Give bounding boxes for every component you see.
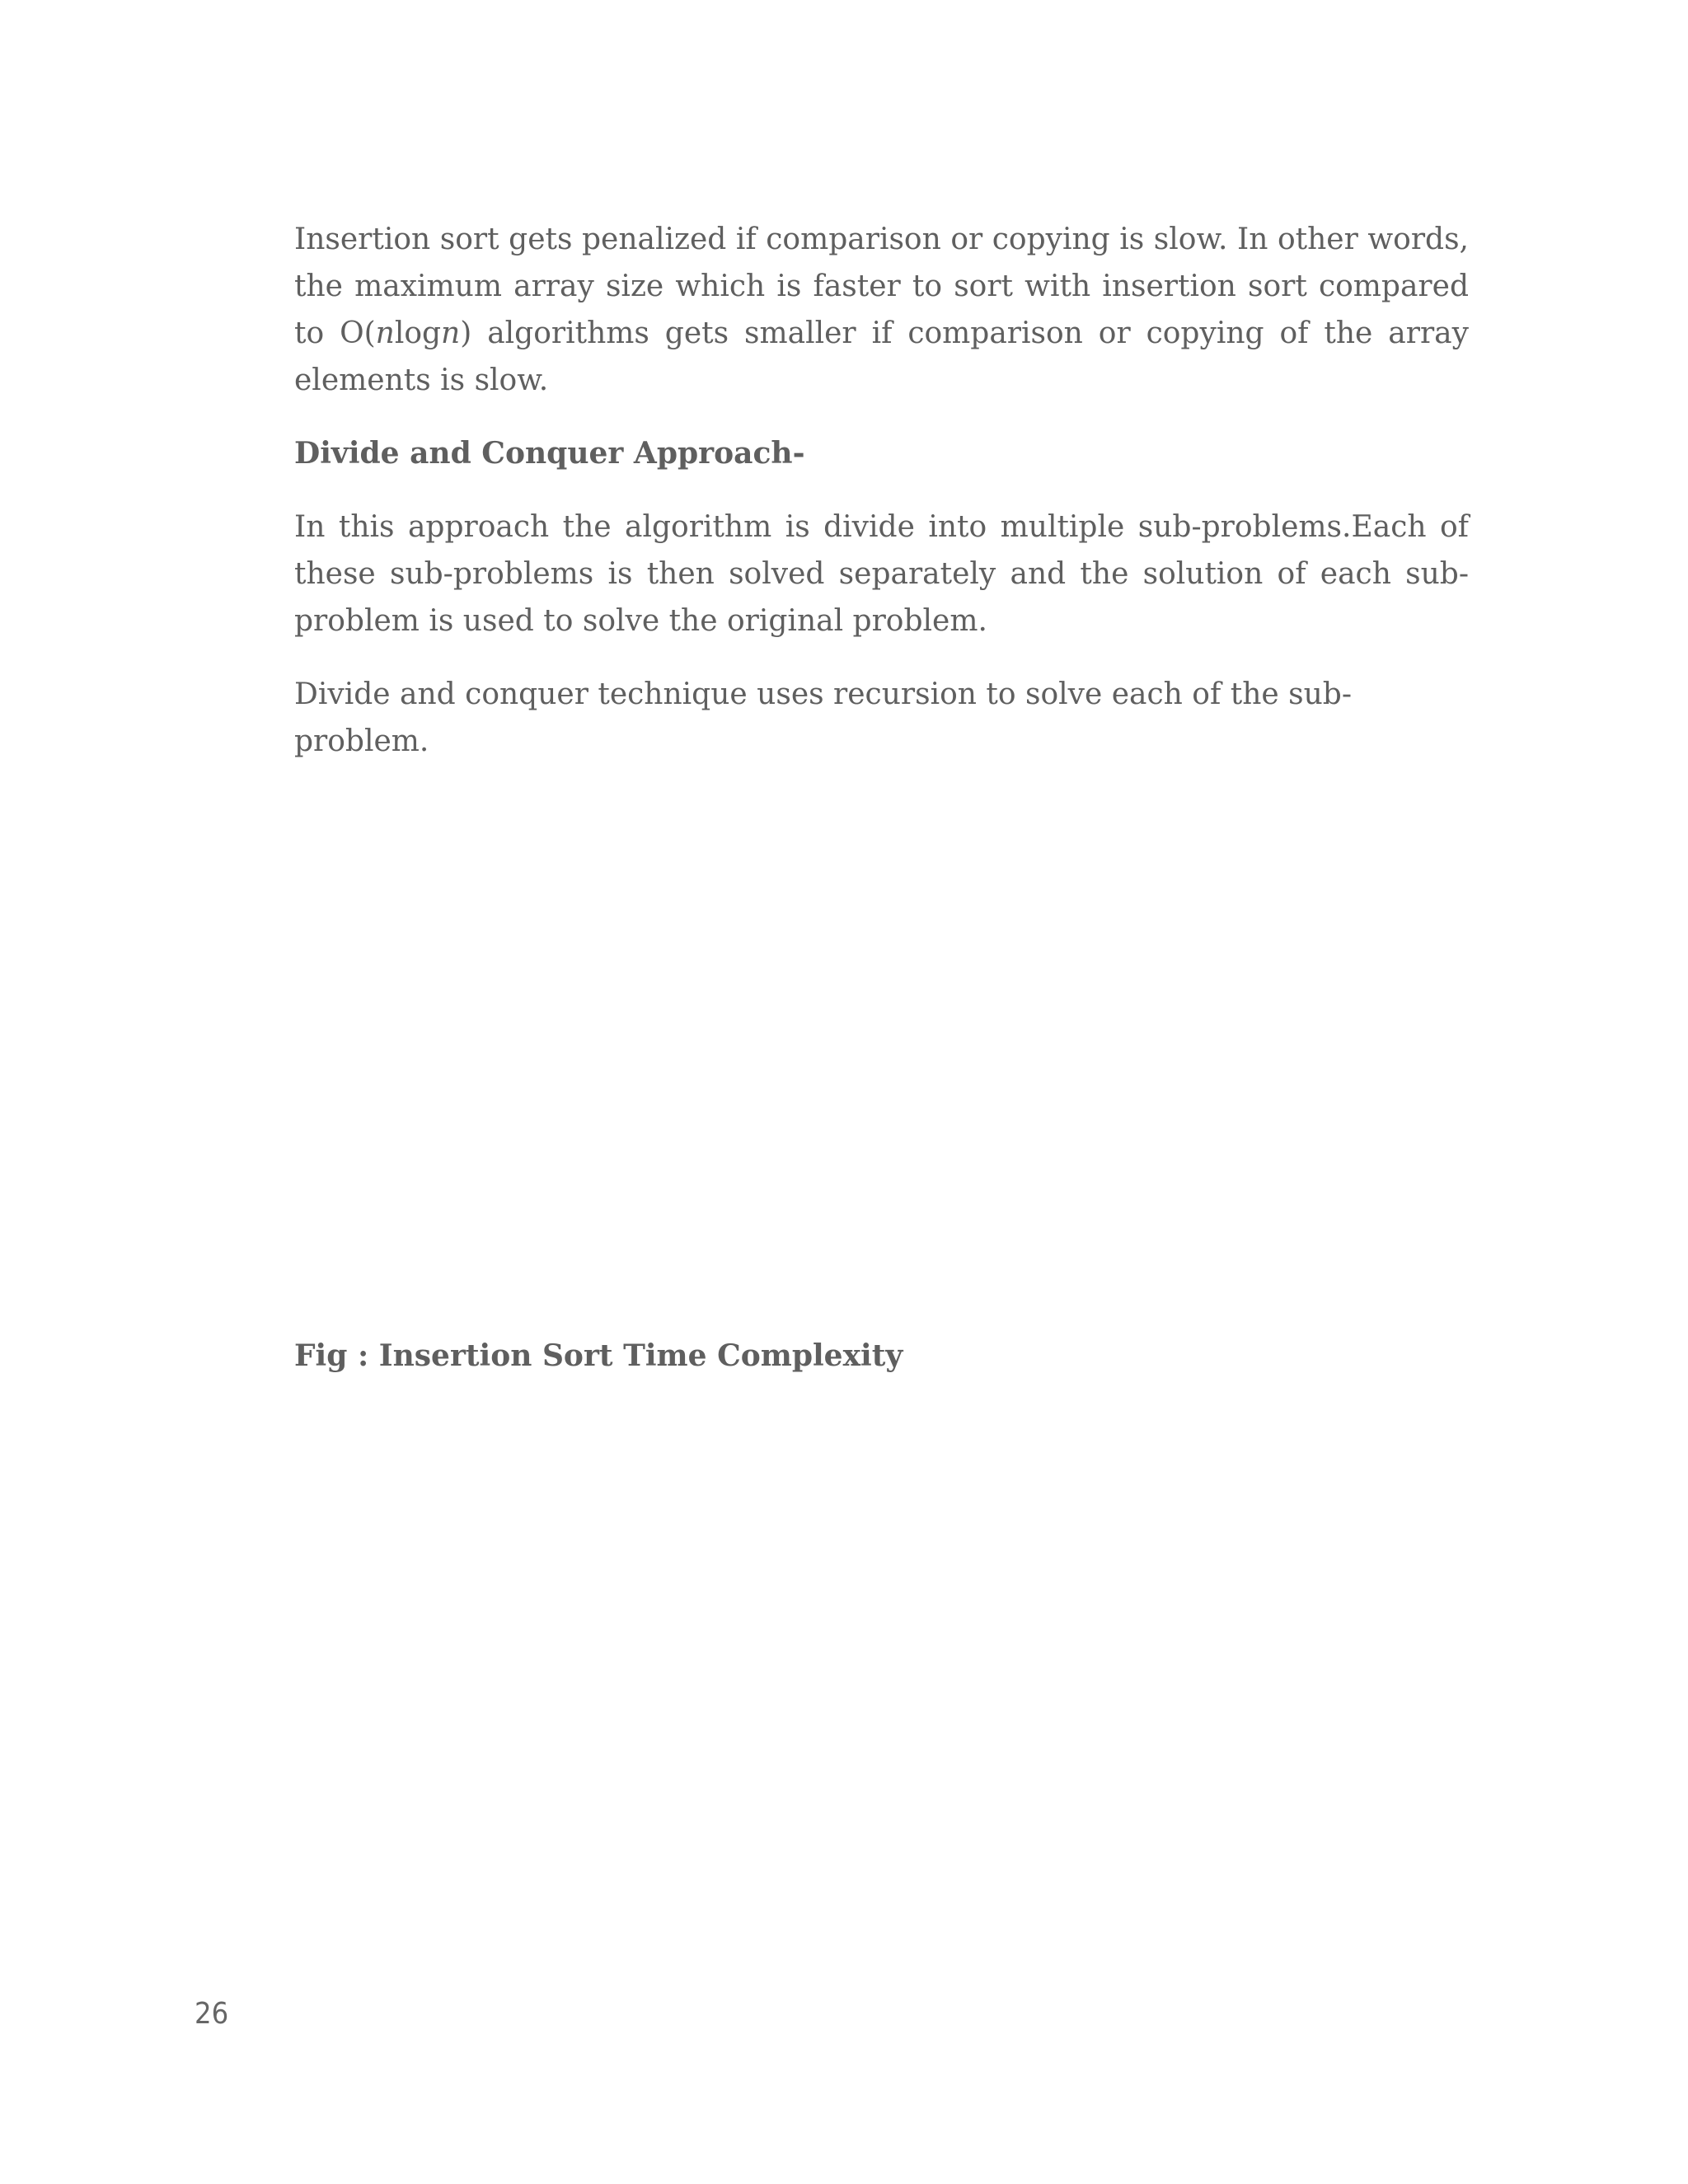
para1-math-log: log [394,316,442,350]
page-number: 26 [195,1997,229,2031]
para1-text-end: ) algorithms gets smaller if comparison or copying of the array elements is slow. [294,316,1469,397]
body-text [294,216,1469,765]
section-heading: Divide and Conquer Approach- [294,436,805,471]
para1-text-start: Insertion sort gets penalized if comparison or copying is slow. In other words, the maximum array size which is faster to sort with insertion sort compared to O( [294,223,1469,350]
paragraph-divide-approach: In this approach the algorithm is divide into multiple sub-problems.Each of these sub-problems is then solved separately and the solution of each sub-problem is used to solve the original problem. [294,510,1469,638]
para1-math-n2: n [441,316,461,350]
paragraph-insertion-sort-penalty [294,216,1469,404]
para1-math-n1: n [375,316,395,350]
figure-caption: Fig : Insertion Sort Time Complexity [294,1338,903,1373]
paragraph-recursion: Divide and conquer technique uses recursion to solve each of the sub-problem. [294,677,1353,758]
